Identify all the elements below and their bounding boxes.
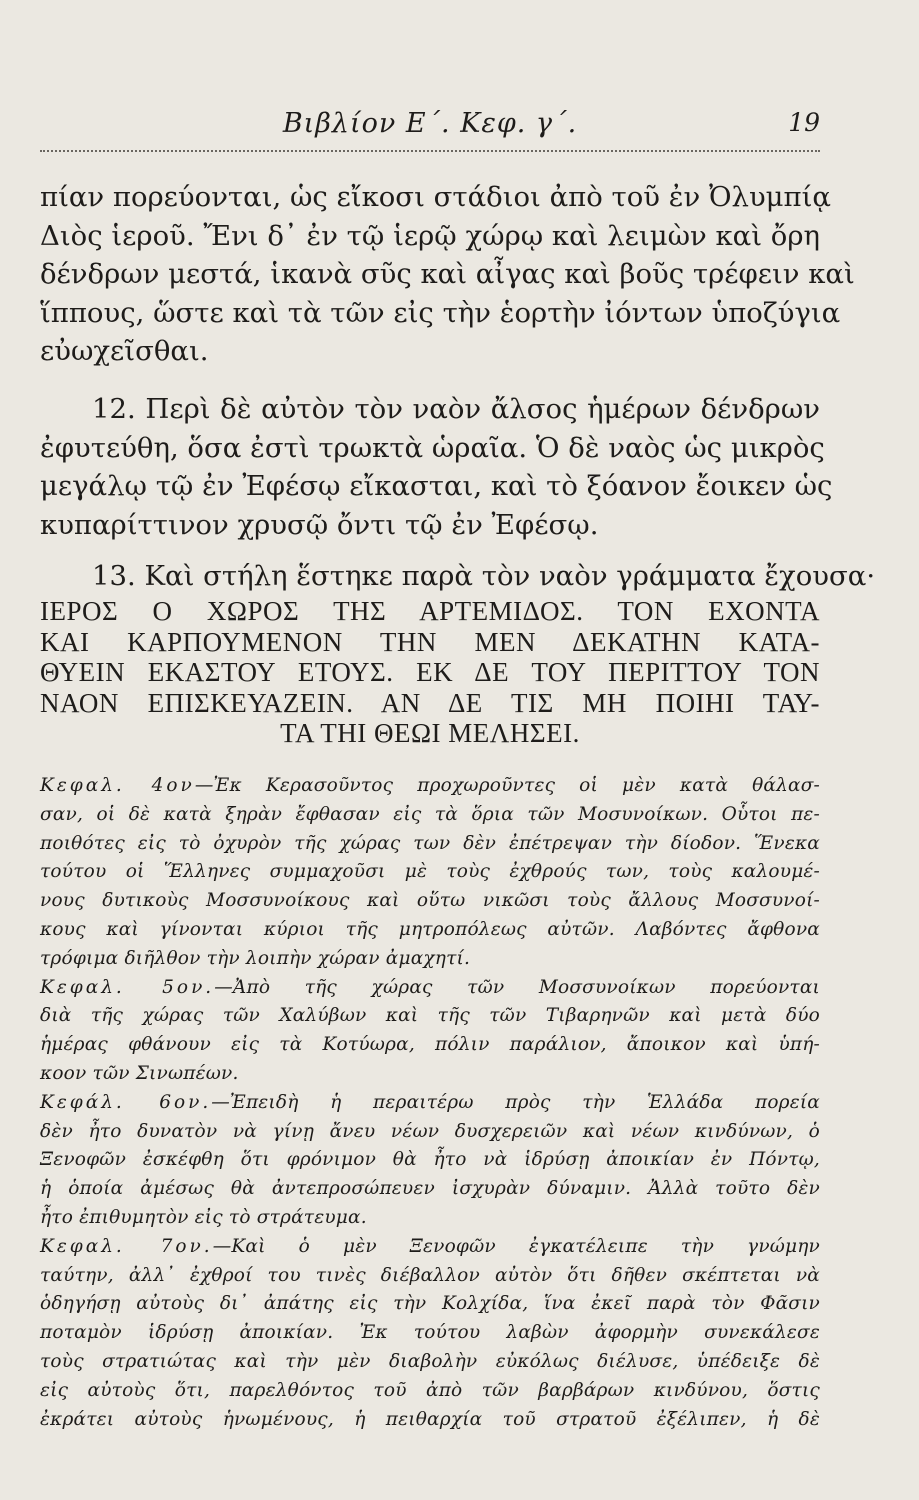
note-line: Κεφαλ. 7ον.—Καὶ ὁ μὲν Ξενοφῶν ἐγκατέλειπε τὴν γνώμην [40, 1235, 821, 1257]
paragraph-12 [40, 390, 833, 544]
note-line: τούτου οἱ Ἕλληνες συμμαχοῦσι μὲ τοὺς ἐχθρούς των, τοὺς καλουμέ- [40, 861, 820, 883]
note-label: Κεφαλ. 7ον. [40, 1235, 213, 1257]
inscription-line: ΘΥΕΙΝ ΕΚΑΣΤΟΥ ΕΤΟΥΣ. ΕΚ ΔΕ ΤΟΥ ΠΕΡΙΤΤΟΥ ΤΟΝ [40, 657, 820, 687]
note-line: δὲν ἦτο δυνατὸν νὰ γίνῃ ἄνευ νέων δυσχερειῶν καὶ νέων κινδύνων, ὁ [40, 1120, 820, 1142]
note-line: κους καὶ γίνονται κύριοι τῆς μητροπόλεως αὐτῶν. Λαβόντες ἄφθονα [40, 918, 820, 940]
inscription-line: ΝΑΟΝ ΕΠΙΣΚΕΥΑΖΕΙΝ. ΑΝ ΔΕ ΤΙΣ ΜΗ ΠΟΙΗΙ ΤΑΥ- [40, 687, 820, 718]
note-label: Κεφαλ. 4ον [40, 775, 195, 796]
text-line: ἐφυτεύθη, ὅσα ἐστὶ τρωκτὰ ὡραῖα. Ὁ δὲ ναὸς ὡς μικρὸς [40, 431, 825, 464]
inscription-line: ΤΑ ΤΗΙ ΘΕΩΙ ΜΕΛΗΣΕΙ. [280, 718, 580, 748]
inscription-line: ΚΑΙ ΚΑΡΠΟΥΜΕΝΟΝ ΤΗΝ ΜΕΝ ΔΕΚΑΤΗΝ ΚΑΤΑ- [40, 626, 820, 657]
note-line: ἦτο ἐπιθυμητὸν εἰς τὸ στράτευμα. [40, 1206, 367, 1228]
note-line: ἡμέρας φθάνουν εἰς τὰ Κοτύωρα, πόλιν παράλιον, ἄποικον καὶ ὑπή- [40, 1034, 820, 1056]
note-line: τοὺς στρατιώτας καὶ τὴν μὲν διαβολὴν εὐκόλως διέλυσε, ὑπέδειξε δὲ [40, 1350, 820, 1372]
text-line: κυπαρίττινον χρυσῷ ὄντι τῷ ἐν Ἐφέσῳ. [40, 508, 599, 541]
note-line: Ξενοφῶν ἐσκέφθη ὅτι φρόνιμον θὰ ἦτο νὰ ἱδρύσῃ ἀποικίαν ἐν Πόντῳ, [40, 1149, 820, 1171]
text-line: εὐωχεῖσθαι. [40, 335, 209, 367]
note-line: σαν, οἱ δὲ κατὰ ξηρὰν ἔφθασαν εἰς τὰ ὅρια τῶν Μοσυνοίκων. Οὗτοι πε- [40, 803, 820, 825]
note-line: Κεφαλ. 5ον.—Ἀπὸ τῆς χώρας τῶν Μοσσυνοίκων πορεύονται [40, 976, 821, 998]
note-line: ταύτην, ἀλλ᾽ ἐχθροί του τινὲς διέβαλλον αὐτὸν ὅτι δῆθεν σκέπτεται νὰ [40, 1264, 820, 1286]
chapter-notes [40, 772, 820, 1434]
paragraph-continuation [40, 178, 855, 371]
note-line: ἡ ὁποία ἀμέσως θὰ ἀντεπροσώπευεν ἰσχυρὰν δύναμιν. Ἀλλὰ τοῦτο δὲν [40, 1178, 820, 1200]
text-line: πίαν πορεύονται, ὡς εἴκοσι στάδιοι ἀπὸ τοῦ ἐν Ὀλυμπίᾳ [40, 181, 831, 213]
note-line: Κεφάλ. 6ον.—Ἐπειδὴ ἡ περαιτέρω πρὸς τὴν Ἑλλάδα πορεία [40, 1091, 821, 1113]
text-line: μεγάλῳ τῷ ἐν Ἐφέσῳ εἴκασται, καὶ τὸ ξόανον ἔοικεν ὡς [40, 470, 833, 502]
text-line: Διὸς ἱεροῦ. Ἔνι δ᾽ ἐν τῷ ἱερῷ χώρῳ καὶ λειμὼν καὶ ὄρη [40, 219, 820, 252]
text-line: 12. Περὶ δὲ αὐτὸν τὸν ναὸν ἄλσος ἡμέρων δένδρων [92, 393, 820, 425]
note-line: τρόφιμα διῆλθον τὴν λοιπὴν χώραν ἀμαχητί. [40, 947, 471, 969]
note-line: διὰ τῆς χώρας τῶν Χαλύβων καὶ τῆς τῶν Τιβαρηνῶν καὶ μετὰ δύο [40, 1005, 820, 1027]
note-line: ἐκράτει αὐτοὺς ἡνωμένους, ἡ πειθαρχία τοῦ στρατοῦ ἐξέλιπεν, ἡ δὲ [40, 1408, 820, 1430]
note-line: ὁδηγήσῃ αὐτοὺς δι᾽ ἀπάτης εἰς τὴν Κολχίδα, ἵνα ἐκεῖ παρὰ τὸν Φᾶσιν [40, 1293, 820, 1315]
note-line: εἰς αὐτοὺς ὅτι, παρελθόντος τοῦ ἀπὸ τῶν βαρβάρων κινδύνου, ὅστις [40, 1379, 820, 1401]
page-number: 19 [788, 108, 820, 137]
running-head: Βιβλίον Ε΄. Κεφ. γ΄. [282, 108, 578, 139]
text-line: δένδρων μεστά, ἱκανὰ σῦς καὶ αἶγας καὶ βοῦς τρέφειν καὶ [40, 258, 855, 290]
page-header [40, 108, 820, 148]
note-line: νους δυτικοὺς Μοσσυνοίκους καὶ οὕτω νικῶσι τοὺς ἄλλους Μοσσυνοί- [40, 890, 820, 912]
inscription-line: ΙΕΡΟΣ Ο ΧΩΡΟΣ ΤΗΣ ΑΡΤΕΜΙΔΟΣ. ΤΟΝ ΕΧΟΝΤΑ [40, 596, 820, 626]
text-line: 13. Καὶ στήλη ἕστηκε παρὰ τὸν ναὸν γράμματα ἔχουσα· [92, 560, 876, 592]
paragraph-13 [40, 557, 876, 596]
note-label: Κεφαλ. 5ον. [40, 976, 215, 998]
inscription [40, 596, 820, 749]
header-rule [40, 150, 820, 152]
note-line: κοον τῶν Σινωπέων. [40, 1062, 239, 1084]
note-label: Κεφάλ. 6ον. [40, 1091, 212, 1113]
note-line: ποιθότες εἰς τὸ ὀχυρὸν τῆς χώρας των δὲν ἐπέτρεψαν τὴν δίοδον. Ἕνεκα [40, 832, 820, 854]
note-line: ποταμὸν ἱδρύσῃ ἀποικίαν. Ἐκ τούτου λαβὼν ἀφορμὴν συνεκάλεσε [40, 1322, 820, 1344]
note-line: Κεφαλ. 4ον—Ἐκ Κερασοῦντος προχωροῦντες οἱ μὲν κατὰ θάλασ- [40, 775, 820, 796]
text-line: ἵππους, ὥστε καὶ τὰ τῶν εἰς τὴν ἑορτὴν ἰόντων ὑποζύγια [40, 296, 841, 329]
